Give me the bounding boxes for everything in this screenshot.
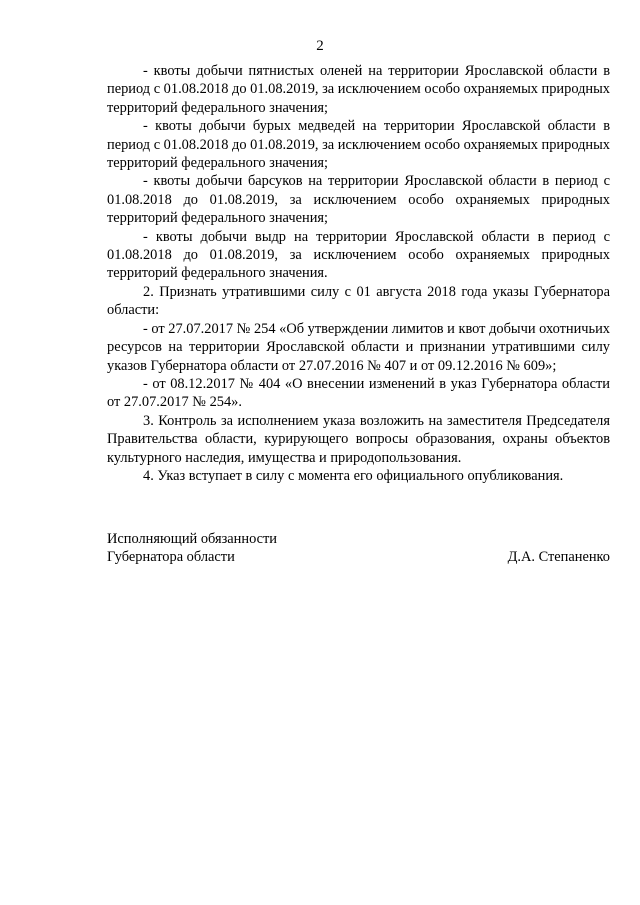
paragraph-decree-254: - от 27.07.2017 № 254 «Об утверждении лимитов и квот добычи охотничьих ресурсов на территории Ярославской области и признании утратившими силу указов Губернатора области от 27.07.2016 № 407 и от 09.12.2016 № 609»; xyxy=(107,320,610,374)
page-number: 2 xyxy=(316,38,324,54)
paragraph-quota-brown-bears: - квоты добычи бурых медведей на территории Ярославской области в период с 01.08.2018 до 01.08.2019, за исключением особо охраняемых природных территорий федерального значения; xyxy=(107,118,610,172)
paragraph-quota-spotted-deer: - квоты добычи пятнистых оленей на территории Ярославской области в период с 01.08.2018 до 01.08.2019, за исключением особо охраняемых природных территорий федерального значения; xyxy=(107,63,610,116)
signature-position-line1: Исполняющий обязанности xyxy=(107,531,278,547)
paragraph-decree-404: - от 08.12.2017 № 404 «О внесении изменений в указ Губернатора области от 27.07.2017 № 254». xyxy=(107,375,610,411)
signature-block xyxy=(107,530,610,567)
signature-position-line2: Губернатора области xyxy=(107,549,235,566)
paragraph-item-2: 2. Признать утратившими силу с 01 августа 2018 года указы Губернатора области: xyxy=(107,283,610,319)
paragraph-item-4: 4. Указ вступает в силу с момента его официального опубликования. xyxy=(143,467,564,484)
signature-row xyxy=(107,548,610,566)
paragraph-item-3: 3. Контроль за исполнением указа возложить на заместителя Председателя Правительства области, курирующего вопросы образования, охраны объектов культурного наследия, имущества и природопользования. xyxy=(107,412,610,466)
paragraph-quota-badgers: - квоты добычи барсуков на территории Ярославской области в период с 01.08.2018 до 01.08.2019, за исключением особо охраняемых природных территорий федерального значения; xyxy=(107,173,610,227)
signature-name: Д.А. Степаненко xyxy=(507,549,610,566)
paragraph-quota-otters: - квоты добычи выдр на территории Ярославской области в период с 01.08.2018 до 01.08.2019, за исключением особо охраняемых природных территорий федерального значения. xyxy=(107,228,610,282)
document-body xyxy=(107,62,610,485)
